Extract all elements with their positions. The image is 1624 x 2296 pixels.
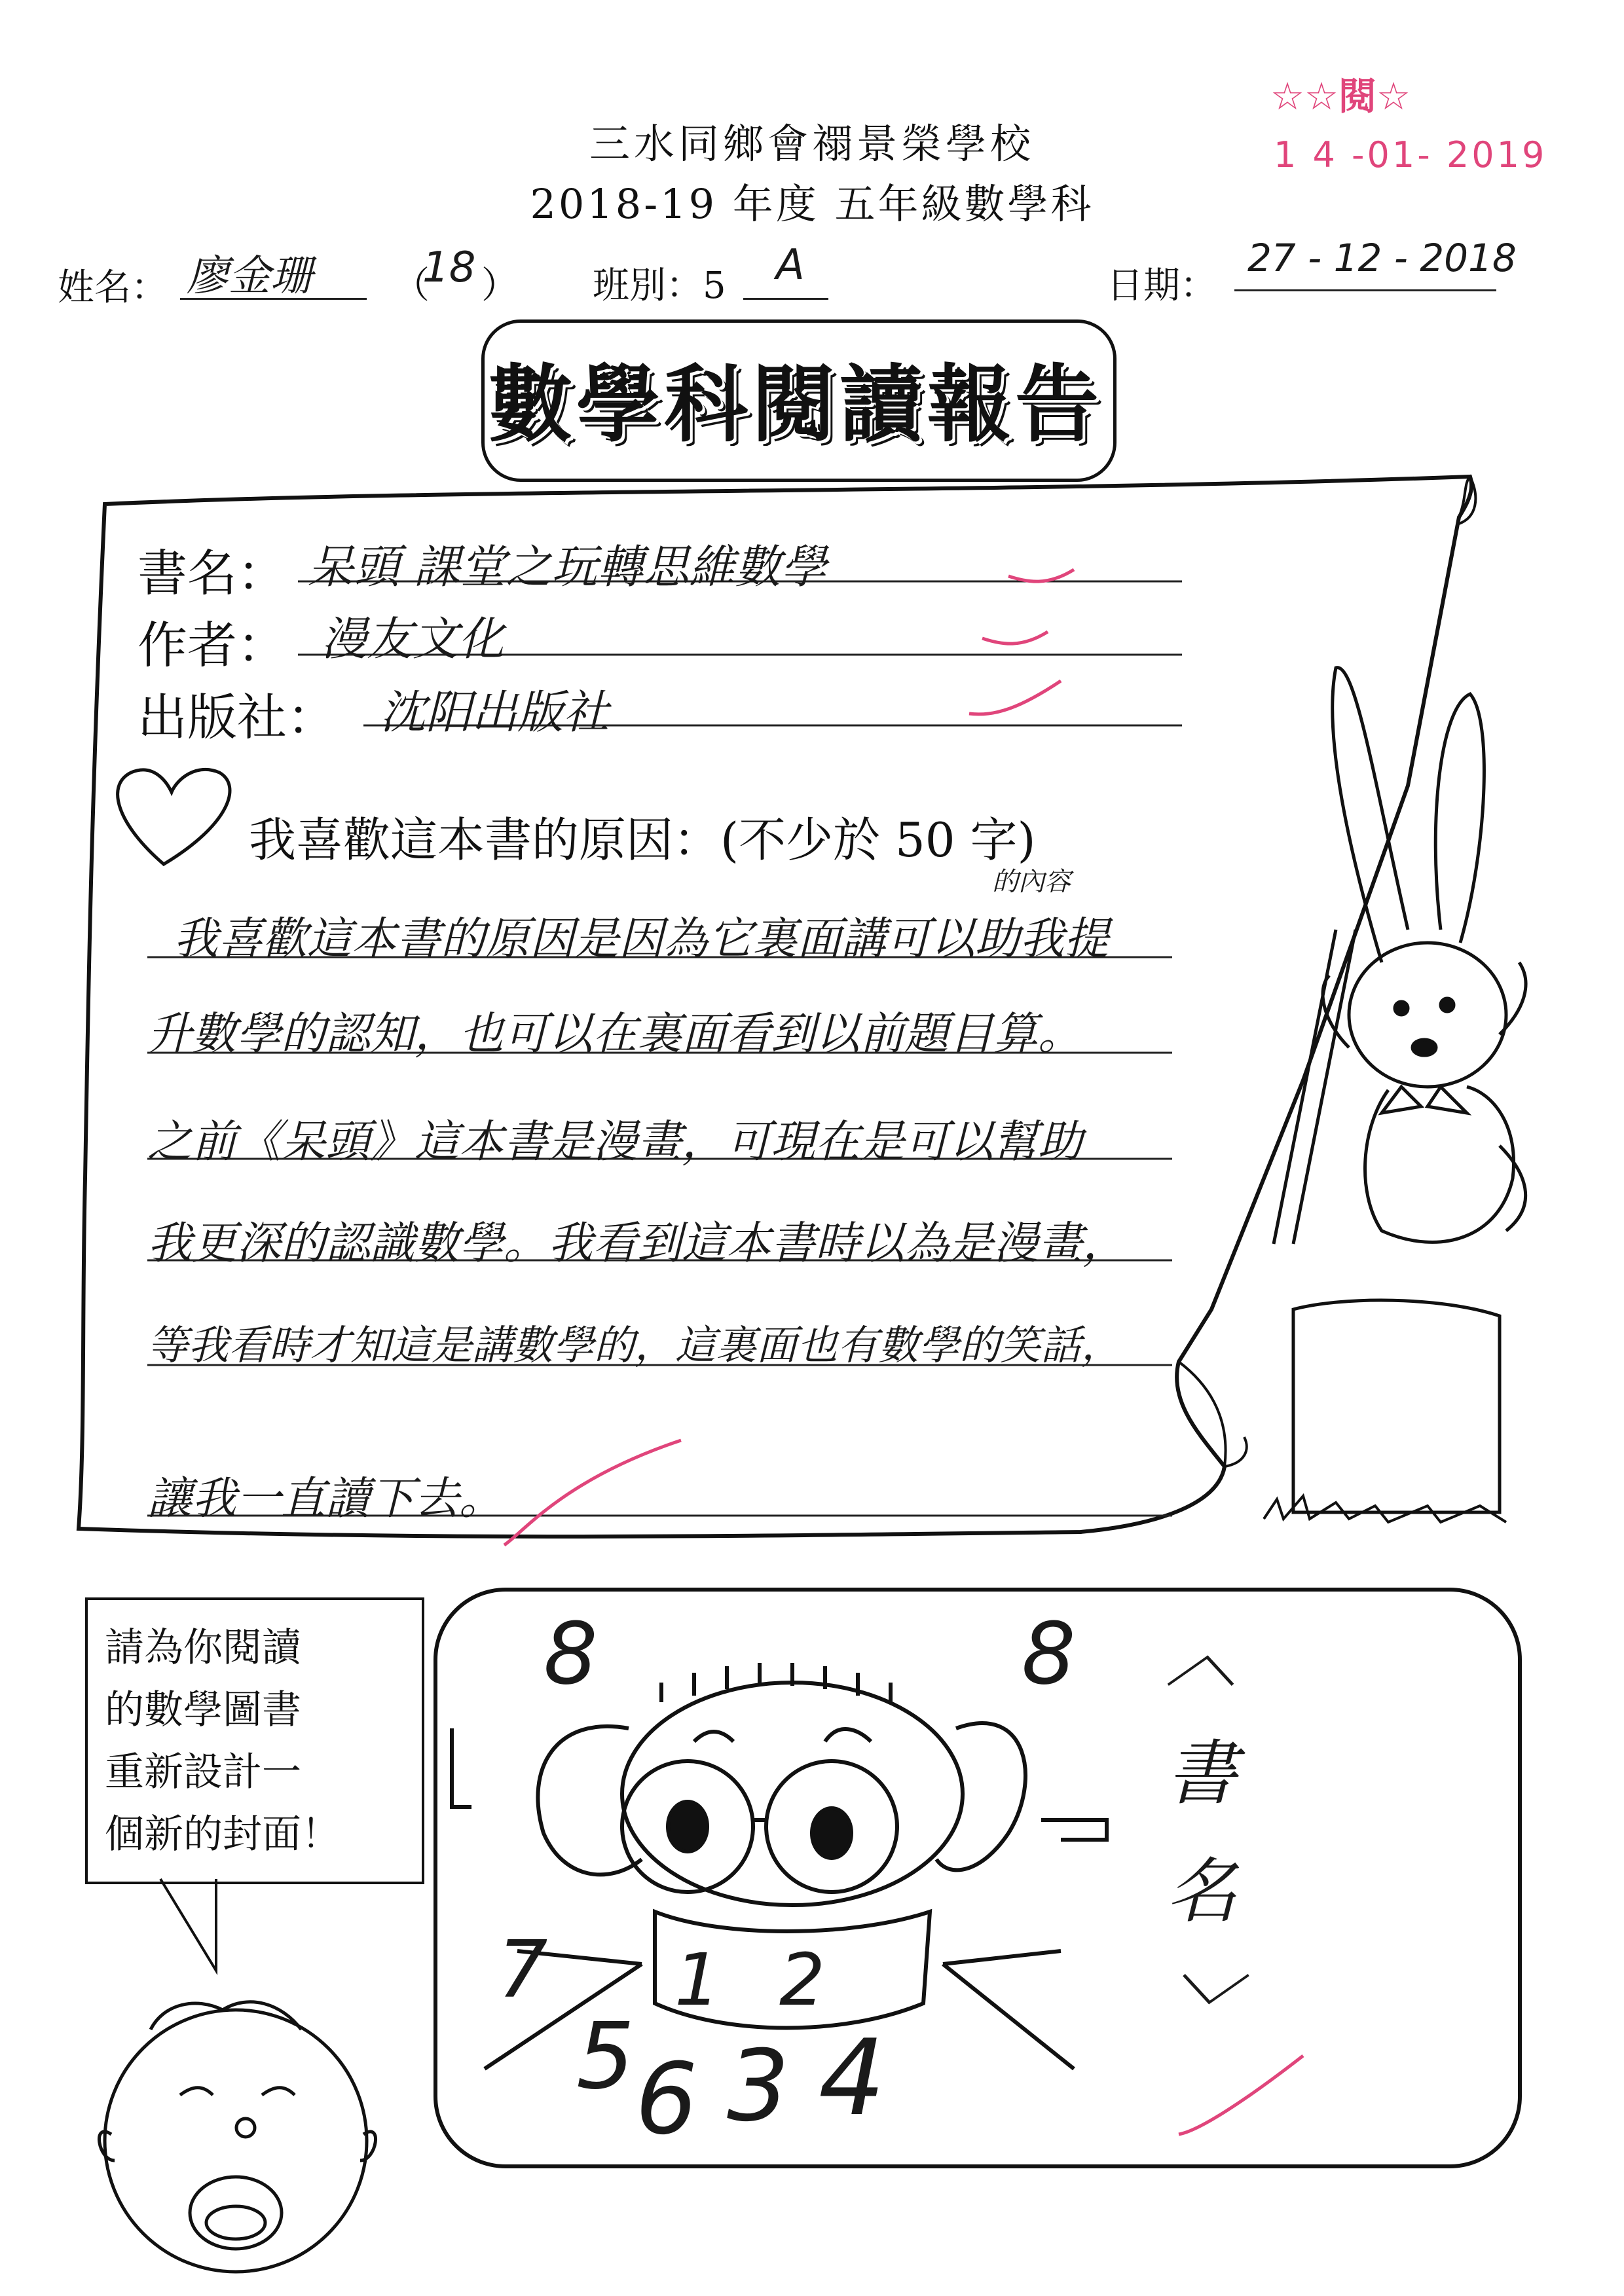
class-label: 班別：5 xyxy=(593,264,726,307)
prompt-line: 重新設計一 xyxy=(105,1749,301,1795)
cover-number: 6 xyxy=(635,2043,698,2157)
year-subject: 2018-19 年度 五年級數學科 xyxy=(530,180,1094,228)
cover-title-char: ﹀ xyxy=(1166,1969,1237,2050)
reason-heading: 我喜歡這本書的原因：(不少於 50 字) xyxy=(249,812,1036,867)
prompt-line: 個新的封面！ xyxy=(105,1812,341,1857)
essay-line-4: 我更深的認識數學。我看到這本書時以為是漫畫， xyxy=(147,1218,1128,1269)
cover-number: 2 xyxy=(779,1938,825,2022)
rabbit-drawing xyxy=(1323,668,1526,1243)
date-label: 日期： xyxy=(1107,264,1217,307)
tree-stump xyxy=(1293,1300,1500,1512)
prompt-line: 的數學圖書 xyxy=(105,1687,301,1733)
date-value: 27 - 12 - 2018 xyxy=(1247,236,1517,280)
cover-number: 5 xyxy=(576,2003,635,2110)
number-open: （ xyxy=(393,264,430,307)
read-stamp: ☆☆閱☆ xyxy=(1270,74,1411,118)
stamp-date: 1 4 -01- 2019 xyxy=(1274,134,1547,175)
report-title: 數學科閱讀報告 xyxy=(488,356,1103,454)
school-name: 三水同鄉會禤景榮學校 xyxy=(589,120,1035,168)
cover-title-char: 名 xyxy=(1166,1851,1237,1933)
essay-line-2: 升數學的認知，也可以在裏面看到以前題目算。 xyxy=(147,1008,1083,1060)
cover-number: 8 xyxy=(1022,1604,1076,1704)
essay-line-1: 我喜歡這本書的原因是因為它裏面講可以助我提 xyxy=(174,913,1109,965)
author-label: 作者： xyxy=(138,616,287,674)
insertion-note: 的內容 xyxy=(992,867,1071,897)
essay-line-6: 讓我一直讀下去。 xyxy=(147,1473,504,1525)
cover-title-char: ︿ xyxy=(1166,1615,1237,1697)
cover-number: 7 xyxy=(498,1925,548,2016)
cover-number: 8 xyxy=(544,1604,598,1704)
class-value: A xyxy=(776,241,805,289)
cover-number: 4 xyxy=(819,2016,885,2139)
name-label: 姓名： xyxy=(58,266,168,309)
essay-line-3: 之前《呆頭》這本書是漫畫，可現在是可以幫助 xyxy=(147,1116,1083,1168)
prompt-text xyxy=(105,1617,406,1866)
cover-number: 3 xyxy=(727,2030,790,2143)
cover-number: 1 xyxy=(674,1938,720,2022)
book-title-label: 書名： xyxy=(138,544,287,602)
book-title-value: 呆頭 課堂之玩轉思維數學 xyxy=(308,540,827,594)
name-value: 廖金珊 xyxy=(187,252,312,301)
number-close: ） xyxy=(481,264,518,307)
cover-title xyxy=(1166,1597,1238,2069)
publisher-value: 沈阳出版社 xyxy=(380,685,609,739)
heart-icon xyxy=(118,769,230,864)
prompt-line: 請為你閱讀 xyxy=(105,1625,301,1671)
publisher-label: 出版社： xyxy=(138,688,337,746)
class-number-value: 18 xyxy=(422,244,476,292)
author-value: 漫友文化 xyxy=(321,612,504,666)
surprised-face-drawing xyxy=(99,2002,375,2272)
essay-line-5: 等我看時才知這是講數學的，這裏面也有數學的笑話， xyxy=(147,1321,1122,1369)
cover-title-char: 書 xyxy=(1166,1733,1237,1815)
